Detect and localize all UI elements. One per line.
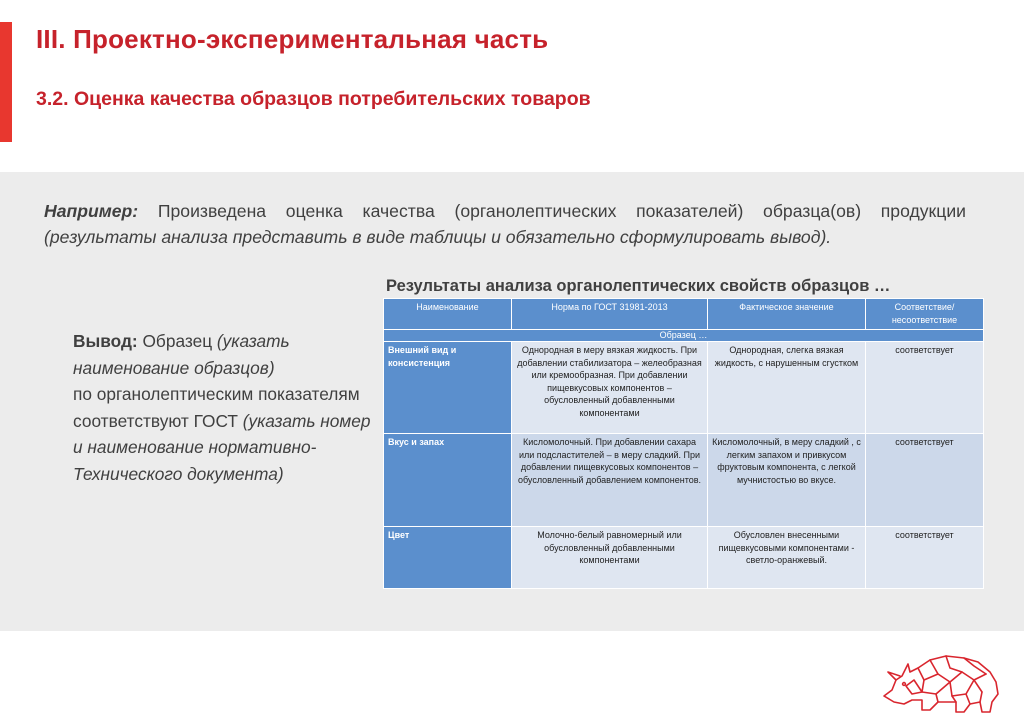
- conclusion-line: и наименование нормативно-: [73, 437, 317, 457]
- conclusion-line: по органолептическим показателям: [73, 384, 360, 404]
- row-name: Цвет: [384, 527, 512, 589]
- norm-cell: Кисломолочный. При добавлении сахара или подсластителей – в меру сладкий. При добавлении пищевкусовых компонентов – обусловленный добавлением компонентов.: [512, 434, 708, 527]
- actual-cell: Кисломолочный, в меру сладкий , с легким запахом и привкусом фруктовым компонента, с легкой мучнистостью во вкусе.: [708, 434, 866, 527]
- page-title: III. Проектно-экспериментальная часть: [36, 24, 549, 54]
- accent-bar: [0, 22, 12, 142]
- table-group-row: [384, 330, 984, 342]
- match-cell: соответствует: [866, 342, 984, 434]
- conclusion-line: [73, 328, 403, 355]
- row-name: Внешний вид и консистенция: [384, 342, 512, 434]
- column-header: Соответствие/ несоответствие: [866, 299, 984, 330]
- match-cell: соответствует: [866, 527, 984, 589]
- conclusion-text: Образец: [137, 331, 217, 351]
- conclusion-block: [73, 328, 403, 487]
- table-title: Результаты анализа органолептических свойств образцов …: [386, 277, 891, 295]
- table-row: [384, 342, 984, 434]
- column-header: Норма по ГОСТ 31981-2013: [512, 299, 708, 330]
- conclusion-text-italic: (указать номер: [242, 410, 371, 431]
- norm-cell: Молочно-белый равномерный или обусловленный добавленными компонентами: [512, 527, 708, 589]
- table-header-row: [384, 299, 984, 330]
- actual-cell: Обусловлен внесенными пищевкусовыми компонентами - светло-оранжевый.: [708, 527, 866, 589]
- results-table: [383, 298, 984, 589]
- group-label: Образец …: [384, 330, 984, 342]
- table-row: [384, 527, 984, 589]
- conclusion-line: наименование образцов): [73, 357, 275, 378]
- example-text: Произведена оценка качества (органолептических показателей) образца(ов) продукции: [138, 201, 966, 221]
- conclusion-text: соответствуют ГОСТ: [73, 410, 243, 431]
- example-paragraph: [44, 198, 966, 250]
- row-name: Вкус и запах: [384, 434, 512, 527]
- conclusion-line: Технического документа): [73, 463, 284, 484]
- table-row: [384, 434, 984, 527]
- actual-cell: Однородная, слегка вязкая жидкость, с нарушенным сгустком: [708, 342, 866, 434]
- conclusion-line: [73, 408, 403, 435]
- example-italic: (результаты анализа представить в виде таблицы и обязательно сформулировать вывод).: [44, 227, 832, 247]
- page-subtitle: 3.2. Оценка качества образцов потребительских товаров: [36, 88, 591, 110]
- conclusion-text-italic: (указать: [216, 331, 290, 351]
- conclusion-lead: Вывод:: [73, 331, 138, 351]
- column-header: Наименование: [384, 299, 512, 330]
- norm-cell: Однородная в меру вязкая жидкость. При добавлении стабилизатора – желеобразная или кремообразная. При добавлении пищевкусовых компонентов – обусловленный добавленными компонентами: [512, 342, 708, 434]
- match-cell: соответствует: [866, 434, 984, 527]
- rhino-logo-icon: [878, 650, 1006, 716]
- column-header: Фактическое значение: [708, 299, 866, 330]
- example-lead: Например:: [44, 201, 139, 221]
